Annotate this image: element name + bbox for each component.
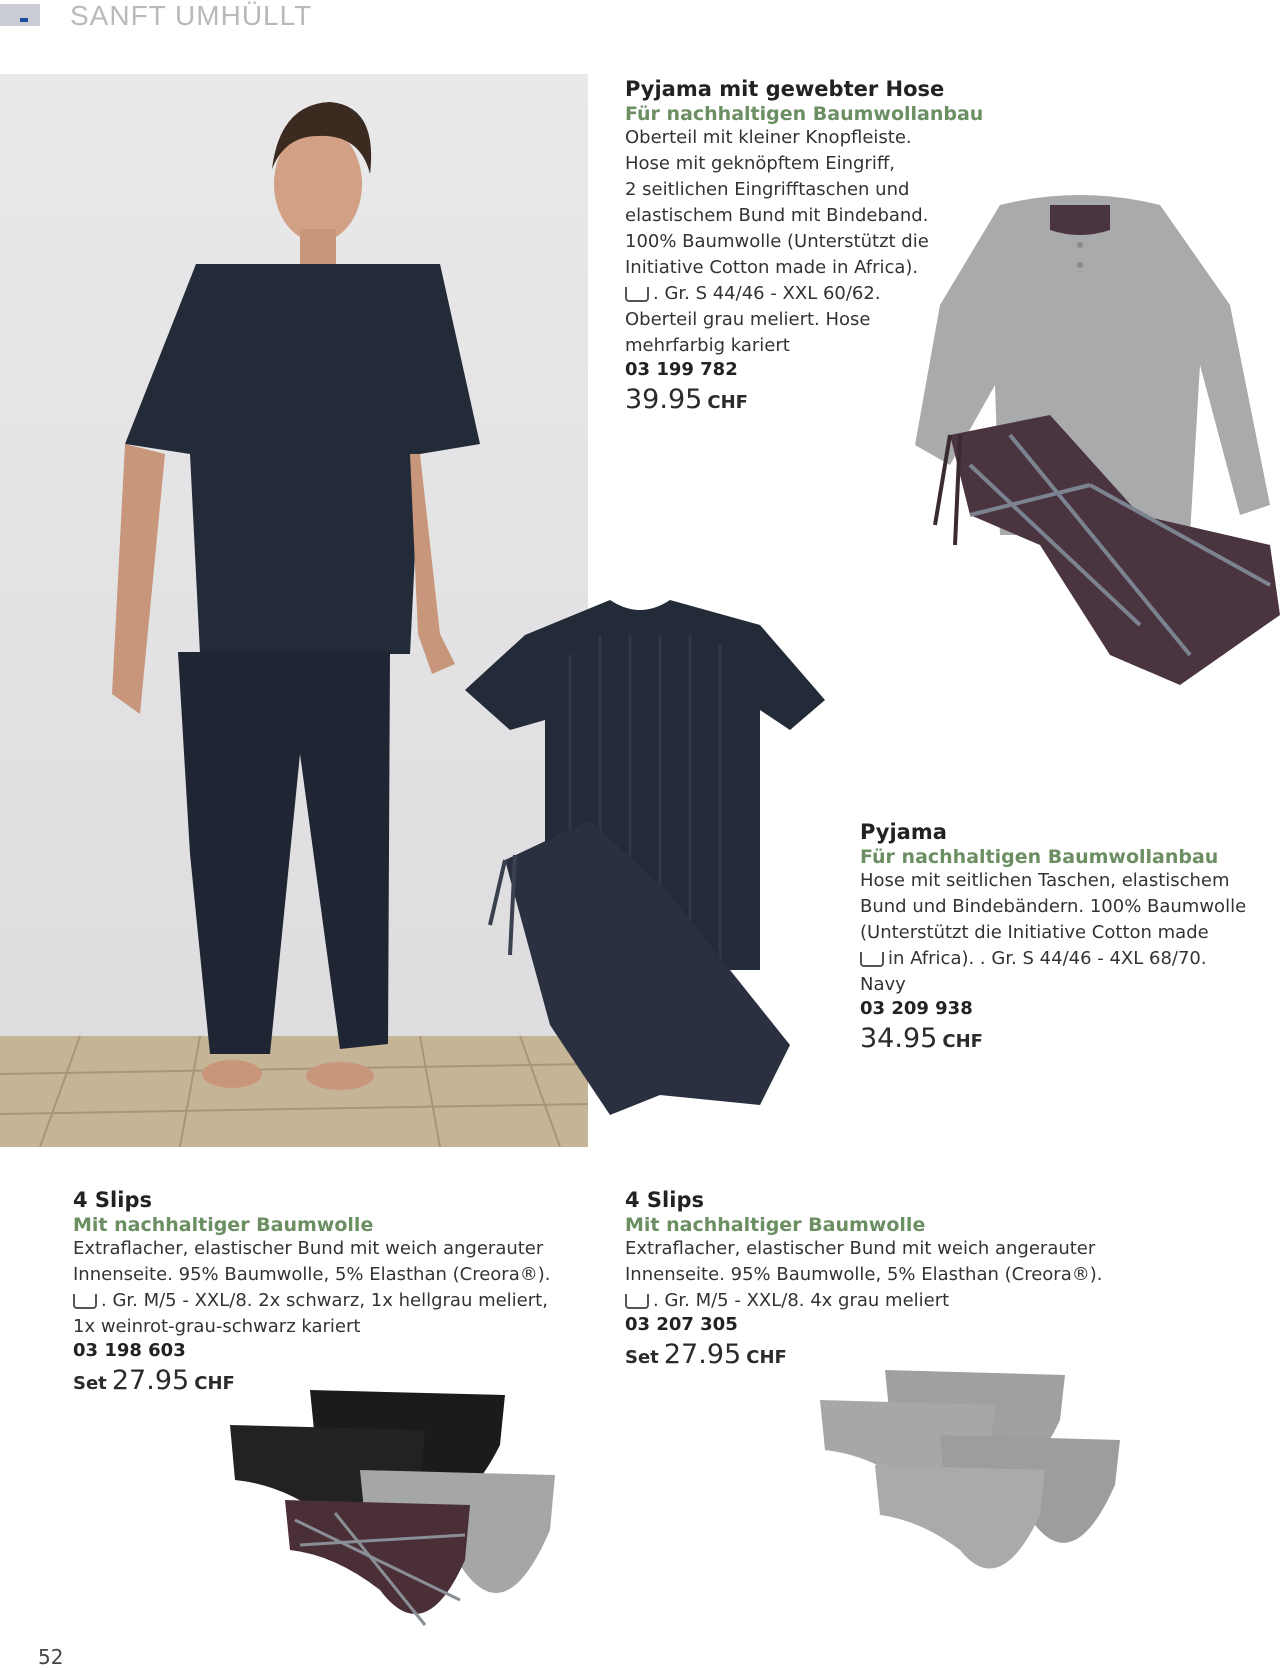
product-subtitle: Für nachhaltigen Baumwollanbau xyxy=(625,103,984,125)
product-pyjama-navy xyxy=(860,820,1280,1054)
product-price: Set 27.95 CHF xyxy=(625,1339,787,1370)
slips-grey-image xyxy=(815,1365,1125,1610)
product-pyjama-woven xyxy=(625,77,985,415)
product-slips-mixed xyxy=(73,1188,573,1396)
product-price: Set 27.95 CHF xyxy=(73,1365,235,1396)
product-description: Oberteil mit kleiner Knopfleiste. Hose mit geknöpftem Eingriff, 2 seitlichen Eingrifftaschen und elastischem Bund mit Bindeband. 100% Baumwolle (Unterstützt die Initiative Cotton made in Africa). . Gr. S 44/46 - XXL 60/62. Oberteil grau meliert. Hose mehrfarbig kariert xyxy=(625,127,929,356)
product-code: 03 199 782 xyxy=(625,359,738,380)
wash-60-icon xyxy=(625,1294,649,1309)
product-title: 4 Slips xyxy=(625,1188,704,1212)
product-description: Hose mit seitlichen Taschen, elastischem Bund und Bindebändern. 100% Baumwolle (Unterstützt die Initiative Cotton made in Africa). . Gr. S 44/46 - 4XL 68/70. Navy xyxy=(860,870,1247,995)
product-subtitle: Für nachhaltigen Baumwollanbau xyxy=(860,846,1219,868)
product-slips-grey xyxy=(625,1188,1145,1370)
wash-40-icon xyxy=(860,952,884,967)
wash-60-icon xyxy=(73,1294,97,1309)
product-description: Extraflacher, elastischer Bund mit weich angerauter Innenseite. 95% Baumwolle, 5% Elasthan (Creora®). . Gr. M/5 - XXL/8. 4x grau meliert xyxy=(625,1238,1103,1311)
product-subtitle: Mit nachhaltiger Baumwolle xyxy=(625,1214,926,1236)
product-title: Pyjama mit gewebter Hose xyxy=(625,77,945,101)
product-code: 03 207 305 xyxy=(625,1314,738,1335)
product-title: Pyjama xyxy=(860,820,947,844)
flag-icon xyxy=(0,4,40,26)
page-number: 52 xyxy=(38,1645,64,1669)
product-title: 4 Slips xyxy=(73,1188,152,1212)
product-description: Extraflacher, elastischer Bund mit weich angerauter Innenseite. 95% Baumwolle, 5% Elasthan (Creora®). . Gr. M/5 - XXL/8. 2x schwarz, 1x hellgrau meliert, 1x weinrot-grau-schwarz kariert xyxy=(73,1238,551,1337)
navy-pyjama-image xyxy=(460,595,830,1135)
product-code: 03 198 603 xyxy=(73,1340,186,1361)
product-code: 03 209 938 xyxy=(860,998,973,1019)
wash-40-icon xyxy=(625,287,649,302)
product-price: 39.95 CHF xyxy=(625,384,748,415)
product-price: 34.95 CHF xyxy=(860,1023,983,1054)
section-title: SANFT UMHÜLLT xyxy=(70,0,313,31)
slips-mixed-image xyxy=(225,1385,565,1640)
product-subtitle: Mit nachhaltiger Baumwolle xyxy=(73,1214,374,1236)
